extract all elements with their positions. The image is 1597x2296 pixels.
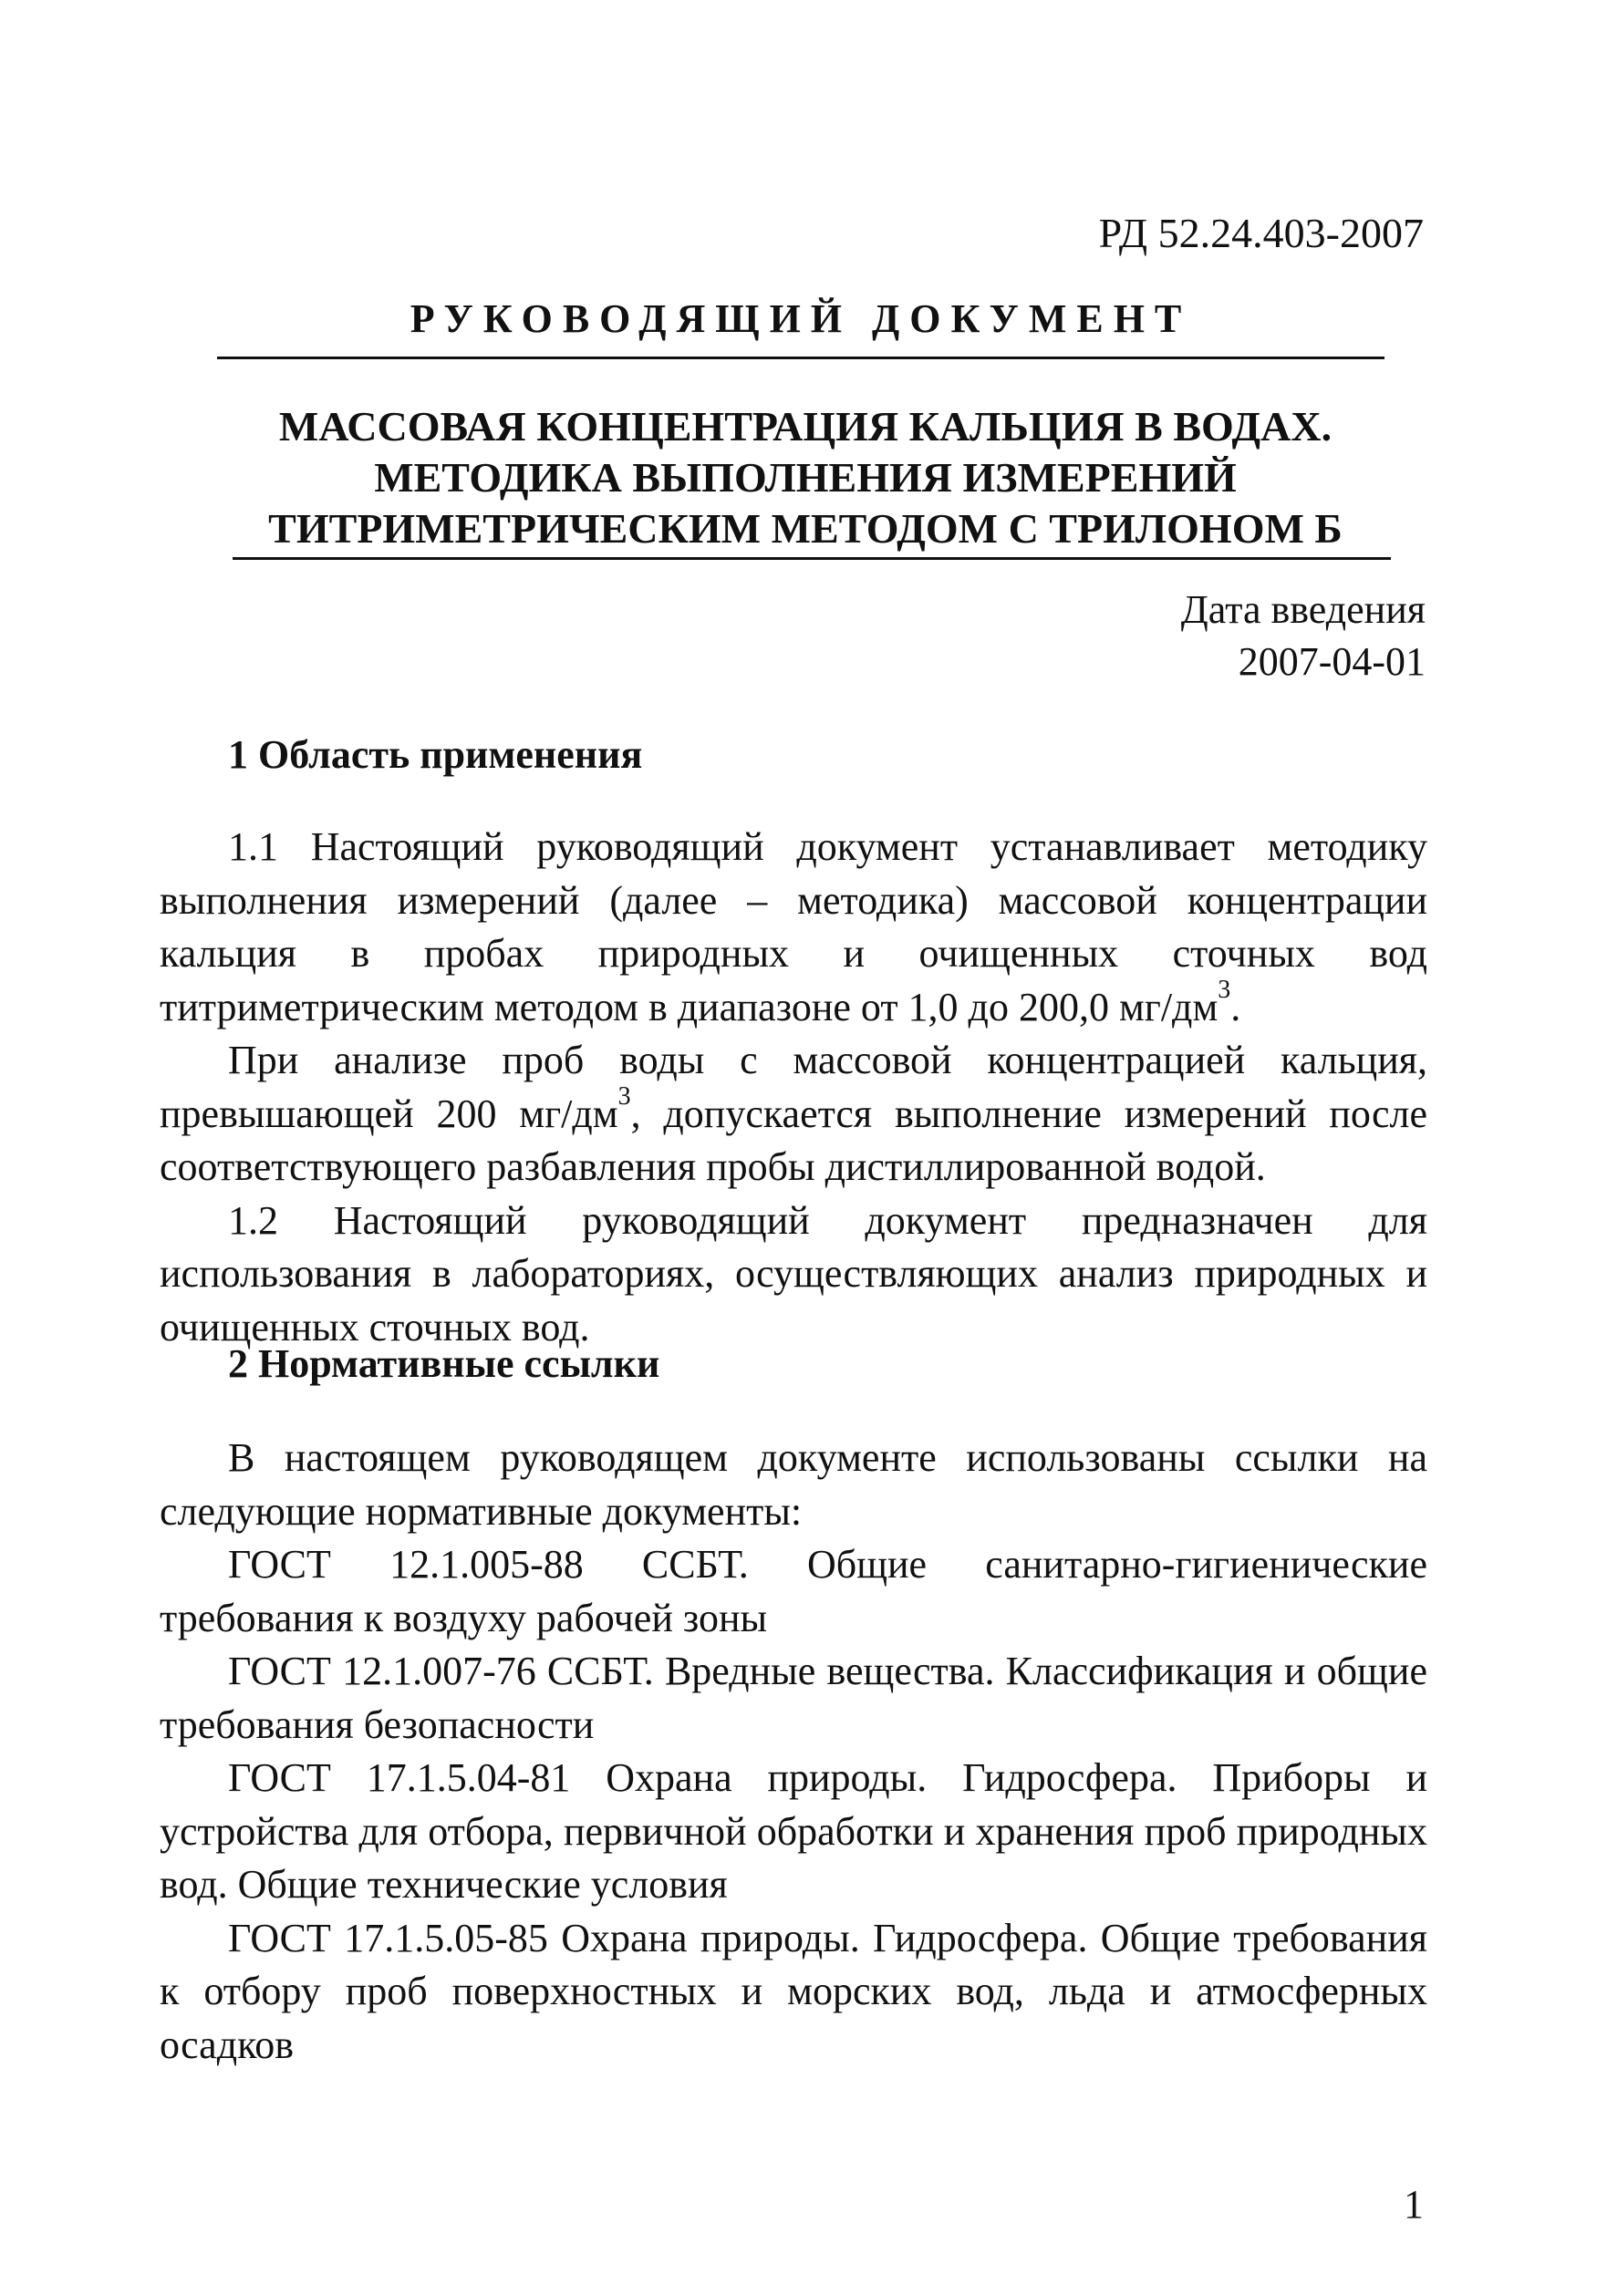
section-references-body: [160, 1432, 1427, 2072]
page-number: 1: [1404, 2182, 1424, 2227]
introduction-date-label: Дата введения: [1180, 587, 1426, 632]
title-line-3: ТИТРИМЕТРИЧЕСКИМ МЕТОДОМ С ТРИЛОНОМ Б: [268, 505, 1343, 552]
document-title: [217, 401, 1394, 554]
reference-item: ГОСТ 17.1.5.05-85 Охрана природы. Гидросфера. Общие требования к отбору проб поверхностных и морских вод, льда и атмосферных осадков: [160, 1915, 1427, 2067]
introduction-date-block: [1181, 584, 1426, 688]
document-type-heading: РУКОВОДЯЩИЙ ДОКУМЕНТ: [410, 296, 1192, 341]
divider-line: [233, 557, 1391, 560]
reference-item: ГОСТ 12.1.007-76 ССБТ. Вредные вещества. Классификация и общие требования безопасности: [160, 1649, 1427, 1747]
paragraph-text: .: [1230, 984, 1241, 1029]
paragraph-text: При анализе проб воды с массовой концентрацией кальция, превышающей 200 мг/дм: [160, 1038, 1427, 1136]
divider-line: [217, 357, 1384, 359]
superscript: 3: [617, 1081, 631, 1111]
paragraph-dilution: [160, 1034, 1427, 1195]
paragraph-1-2: 1.2 Настоящий руководящий документ предназначен для использования в лабораториях, осуществляющих анализ природных и очищенных сточных вод.: [160, 1197, 1427, 1350]
paragraph-text: , допускается выполнение измерений после соответствующего разбавления пробы дистиллированной водой.: [160, 1091, 1428, 1189]
title-line-1: МАССОВАЯ КОНЦЕНТРАЦИЯ КАЛЬЦИЯ В ВОДАХ.: [278, 403, 1333, 450]
reference-item: ГОСТ 12.1.005-88 ССБТ. Общие санитарно-гигиенические требования к воздуху рабочей зоны: [160, 1542, 1427, 1640]
paragraph-text: 1.1 Настоящий руководящий документ устанавливает методику выполнения измерений (далее – методика) массовой концентрации кальция в пробах природных и очищенных сточных вод титриметрическим методом в диапазоне от 1,0 до 200,0 мг/дм: [160, 824, 1427, 1029]
superscript: 3: [1218, 975, 1231, 1004]
title-line-2: МЕТОДИКА ВЫПОЛНЕНИЯ ИЗМЕРЕНИЙ: [374, 454, 1237, 501]
section-heading-references: 2 Нормативные ссылки: [228, 1341, 660, 1386]
document-code: РД 52.24.403-2007: [1098, 210, 1424, 256]
section-scope-body: [160, 821, 1427, 1354]
section-heading-scope: 1 Область применения: [228, 732, 643, 777]
introduction-date-value: 2007-04-01: [1238, 639, 1426, 684]
reference-item: ГОСТ 17.1.5.04-81 Охрана природы. Гидросфера. Приборы и устройства для отбора, первичной обработки и хранения проб природных вод. Общие технические условия: [160, 1755, 1427, 1907]
references-intro: В настоящем руководящем документе использованы ссылки на следующие нормативные документы:: [160, 1435, 1427, 1534]
paragraph-1-1: [160, 821, 1427, 1034]
